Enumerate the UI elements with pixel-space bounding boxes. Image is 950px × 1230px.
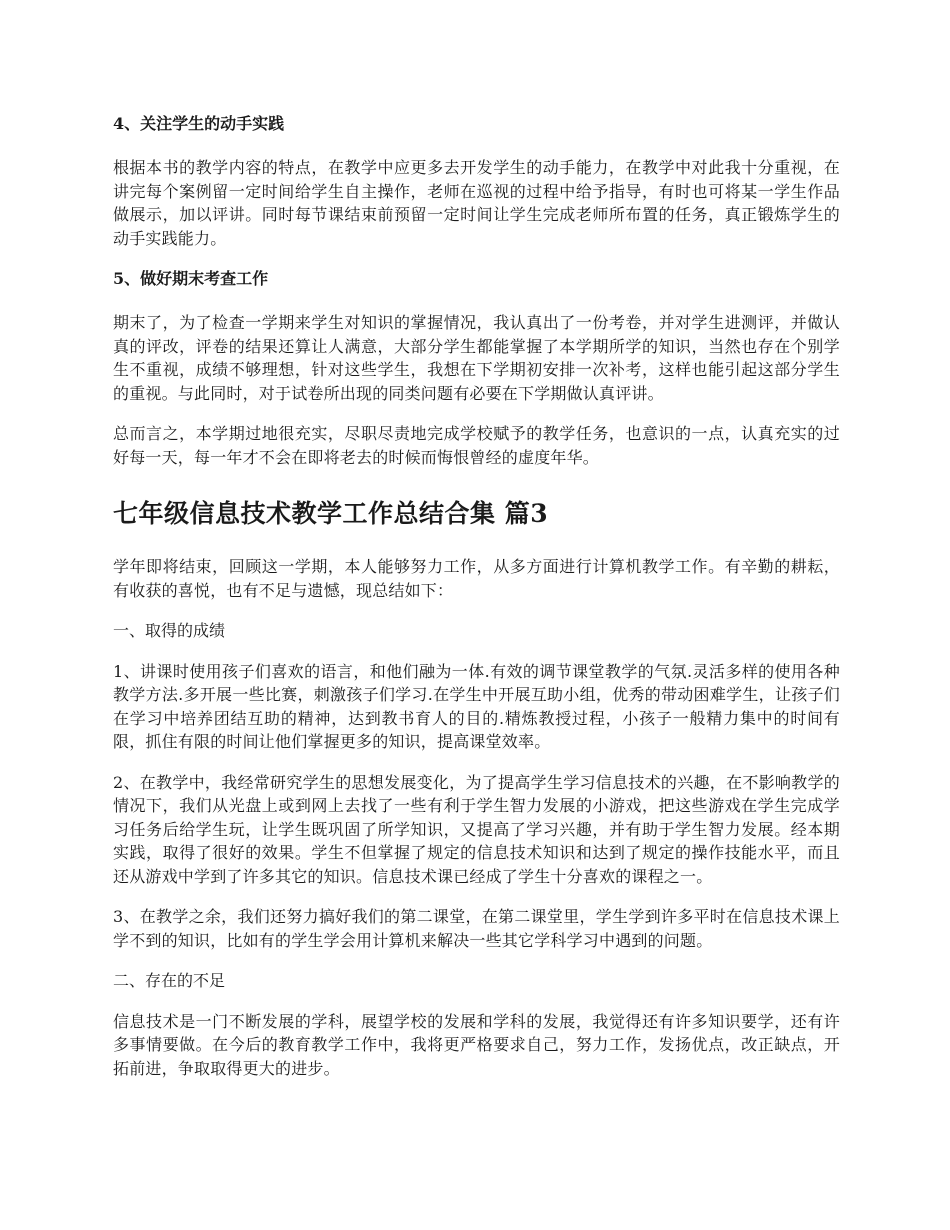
paragraph-hands-on-practice: 根据本书的教学内容的特点，在教学中应更多去开发学生的动手能力，在教学中对此我十分重视，在讲完每个案例留一定时间给学生自主操作，老师在巡视的过程中给予指导，有时也可将某一学生作品做展示，加以评讲。同时每节课结束前预留一定时间让学生完成老师所布置的任务，真正锻炼学生的动手实践能力。: [113, 158, 840, 248]
paragraph-item-3: 3、在教学之余，我们还努力搞好我们的第二课堂，在第二课堂里，学生学到许多平时在信息技术课上学不到的知识，比如有的学生学会用计算机来解决一些其它学科学习中遇到的问题。: [113, 907, 840, 950]
paragraph-final-exam: 期末了，为了检查一学期来学生对知识的掌握情况，我认真出了一份考卷，并对学生进测评，并做认真的评改，评卷的结果还算让人满意，大部分学生都能掌握了本学期所学的知识，当然也存在个别学生不重视，成绩不够理想，针对这些学生，我想在下学期初安排一次补考，这样也能引起这部分学生的重视。与此同时，对于试卷所出现的同类问题有必要在下学期做认真评讲。: [113, 313, 840, 403]
paragraph-item-1: 1、讲课时使用孩子们喜欢的语言，和他们融为一体.有效的调节课堂教学的气氛.灵活多样的使用各种教学方法.多开展一些比赛，刺激孩子们学习.在学生中开展互助小组，优秀的带动困难学生，让孩子们在学习中培养团结互助的精神，达到教书育人的目的.精炼教授过程，小孩子一般精力集中的时间有限，抓住有限的时间让他们掌握更多的知识，提高课堂效率。: [113, 661, 840, 751]
paragraph-closing: 信息技术是一门不断发展的学科，展望学校的发展和学科的发展，我觉得还有许多知识要学，还有许多事情要做。在今后的教育教学工作中，我将更严格要求自己，努力工作，发扬优点，改正缺点，开拓前进，争取取得更大的进步。: [113, 1011, 840, 1078]
heading-final-exam: 5、做好期末考查工作: [113, 269, 269, 288]
section-title: 七年级信息技术教学工作总结合集 篇3: [113, 499, 549, 528]
heading-achievements: 一、取得的成绩: [113, 621, 226, 640]
heading-shortcomings: 二、存在的不足: [113, 971, 226, 990]
paragraph-intro: 学年即将结束，回顾这一学期，本人能够努力工作，从多方面进行计算机教学工作。有辛勤的耕耘，有收获的喜悦，也有不足与遗憾，现总结如下：: [113, 557, 840, 600]
heading-hands-on-practice: 4、关注学生的动手实践: [113, 114, 285, 133]
paragraph-summary: 总而言之，本学期过地很充实，尽职尽责地完成学校赋予的教学任务，也意识的一点，认真充实的过好每一天，每一年才不会在即将老去的时候而悔恨曾经的虚度年华。: [113, 424, 840, 467]
document-page: [113, 112, 840, 1097]
paragraph-item-2: 2、在教学中，我经常研究学生的思想发展变化，为了提高学生学习信息技术的兴趣，在不影响教学的情况下，我们从光盘上或到网上去找了一些有利于学生智力发展的小游戏，把这些游戏在学生完成学习任务后给学生玩，让学生既巩固了所学知识，又提高了学习兴趣，并有助于学生智力发展。经本期实践，取得了很好的效果。学生不但掌握了规定的信息技术知识和达到了规定的操作技能水平，而且还从游戏中学到了许多其它的知识。信息技术课已经成了学生十分喜欢的课程之一。: [113, 772, 840, 886]
